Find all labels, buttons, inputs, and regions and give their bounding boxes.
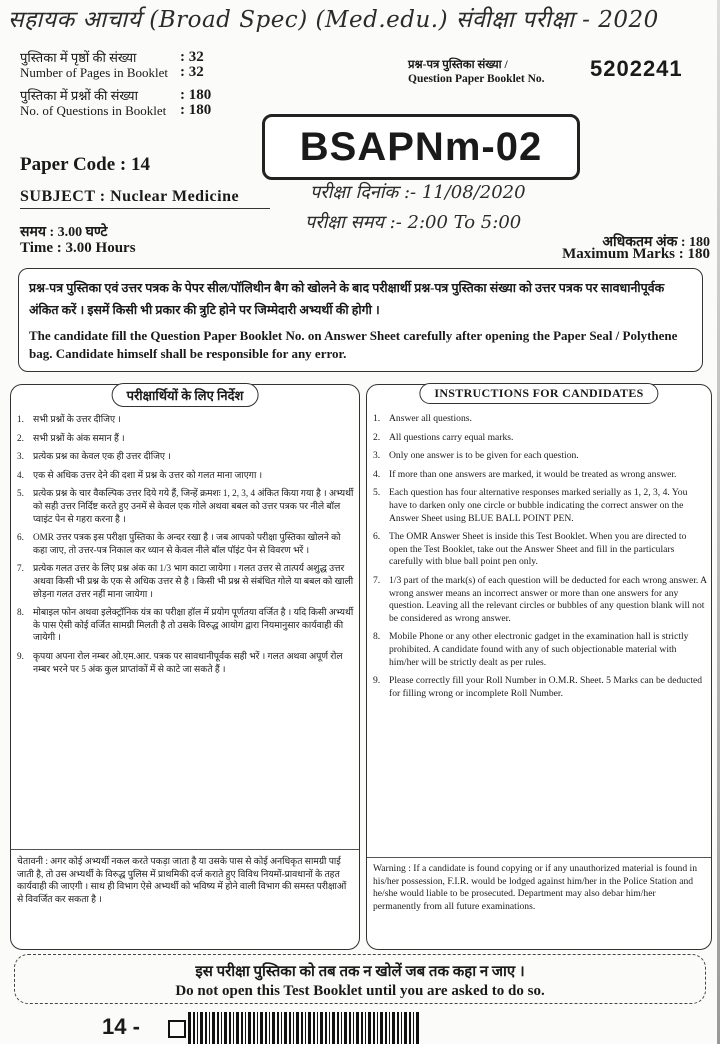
item-text: मोबाइल फोन अथवा इलेक्ट्रॉनिक यंत्र का परीक्षा हॉल में प्रयोग पूर्णतया वर्जित है । यदि किसी अभ्यर्थी के पास ऐसी कोई वर्जित सामग्री मिलती है तो उसके विरुद्ध आयोग द्वारा नियमानुसार कार्यवाही की जायेगी । (33, 607, 354, 643)
warning-english: Warning : If a candidate is found copying or if any unauthorized material is found in his/her possession, F.I.R. would be lodged against him/her in the Police Station and he/she would liable to be prosecuted. Department may also debar him/her permanently from all future examinations. (373, 863, 697, 912)
item-number: 6. (373, 531, 381, 543)
handwritten-time: परीक्षा समय :- 2:00 To 5:00 (305, 212, 522, 233)
barcode-bar (341, 1012, 342, 1044)
max-marks-en: Maximum Marks : 180 (562, 246, 710, 262)
instructions-hindi-list (17, 413, 355, 681)
do-not-open-notice (14, 954, 706, 1004)
instructions-hindi-panel (10, 384, 360, 950)
barcode-bar (392, 1012, 395, 1044)
barcode-bar (193, 1012, 195, 1044)
list-item (373, 531, 707, 569)
barcode-bar (260, 1012, 263, 1044)
item-number: 3. (373, 450, 381, 462)
barcode-bar (197, 1012, 198, 1044)
barcode-bar (305, 1012, 306, 1044)
barcode-bar (293, 1012, 294, 1044)
barcode-bar (365, 1012, 366, 1044)
barcode-bar (248, 1012, 251, 1044)
item-number: 6. (17, 532, 24, 543)
item-number: 8. (373, 631, 381, 643)
barcode-bar (188, 1012, 191, 1044)
item-text: Please correctly fill your Roll Number in O.M.R. Sheet. 5 Marks can be deducted for filling wrong or incomplete Roll Number. (389, 675, 703, 699)
item-text: एक से अधिक उत्तर देने की दशा में प्रश्न के उत्तर को गलत माना जाएगा । (33, 469, 263, 480)
barcode-bar (265, 1012, 267, 1044)
list-item (373, 631, 707, 669)
list-item (373, 413, 707, 426)
pages-label-hi: पुस्तिका में पृष्ठों की संख्या (20, 50, 137, 65)
time-hi: समय : 3.00 घण्टे (20, 225, 108, 240)
barcode-bar (356, 1012, 359, 1044)
barcode-bar (397, 1012, 399, 1044)
item-text: OMR उत्तर पत्रक इस परीक्षा पुस्तिका के अन्दर रखा है । जब आपको परीक्षा पुस्तिका खोलने को कहा जाए, तो उत्तर-पत्र निकाल कर ध्यान से केवल नीले बॉल पॉइंट पेन से विवरण भरें । (33, 532, 341, 555)
barcode-bar (329, 1012, 330, 1044)
list-item (17, 450, 355, 463)
barcode-bar (257, 1012, 258, 1044)
item-number: 1. (17, 414, 24, 424)
series-code-box (262, 114, 580, 180)
series-code: BSAPNm-02 (299, 124, 543, 169)
barcode-bar (289, 1012, 291, 1044)
divider (367, 857, 711, 858)
item-text: Answer all questions. (389, 413, 472, 424)
item-number: 9. (17, 650, 24, 661)
list-item (373, 450, 707, 463)
qpb-label-hi: प्रश्न-पत्र पुस्तिका संख्या / (408, 59, 508, 71)
barcode-bar (200, 1012, 203, 1044)
barcode-bar (377, 1012, 378, 1044)
list-item (373, 432, 707, 445)
notice-box (18, 268, 703, 372)
do-not-open-en: Do not open this Test Booklet until you are asked to do so. (175, 983, 545, 999)
booklet-meta (20, 50, 211, 118)
item-text: सभी प्रश्नों के उत्तर दीजिए । (33, 414, 121, 424)
item-text: All questions carry equal marks. (389, 431, 514, 443)
questions-value-en: : 180 (180, 102, 212, 118)
barcode-bar (253, 1012, 255, 1044)
barcode-bar (272, 1012, 275, 1044)
barcode-bar (229, 1012, 231, 1044)
barcode-bar (385, 1012, 387, 1044)
qpb-label-en: Question Paper Booklet No. (408, 73, 545, 85)
item-text: Each question has four alternative responses marked serially as 1, 2, 3, 4. You have to darken only one circle or bubble indicating the correct answer on the Answer Sheet using BLUE BALL POINT PEN. (389, 487, 688, 524)
item-text: 1/3 part of the mark(s) of each question will be deducted for each wrong answer. A wrong answer means an incorrect answer or more than one answers for any question. Leaving all the relevant circles or bubbles of any question blank will not be considered as wrong answer. (389, 574, 707, 624)
time-en: Time : 3.00 Hours (20, 240, 136, 256)
item-text: The OMR Answer Sheet is inside this Test Booklet. When you are directed to open the Test Booklet, take out the Answer Sheet and fill in the particulars carefully with blue ball point pen only. (389, 531, 687, 568)
item-number: 7. (17, 563, 24, 574)
barcode-bar (296, 1012, 299, 1044)
list-item (17, 650, 355, 675)
barcode-bar (284, 1012, 287, 1044)
barcode-bar (320, 1012, 323, 1044)
item-number: 2. (373, 431, 381, 443)
item-text: प्रत्येक गलत उत्तर के लिए प्रश्न अंक का 1/3 भाग काटा जायेगा । गलत उत्तर से तात्पर्य अशुद्ध उत्तर अथवा किसी भी प्रश्न के एक से अधिक उत्तर से है । किसी भी प्रश्न से संबंधित गोले या बबल को खाली छोड़ना गलत उत्तर नहीं माना जायेगा । (33, 563, 354, 599)
warning-hindi: चेतावनी : अगर कोई अभ्यर्थी नकल करते पकड़ा जाता है या उसके पास से कोई अनधिकृत सामग्री पाई जाती है, तो उस अभ्यर्थी के विरुद्ध पुलिस में प्राथमिकी दर्ज कराते हुए विविध नियमों-प्रावधानों के तहत कार्यवाही की जाएगी । साथ ही विभाग ऐसे अभ्यर्थी को भविष्य में होने वाली विभाग की समस्त परीक्षाओं से विवर्जित कर सकता है । (17, 856, 347, 904)
item-number: 8. (17, 607, 24, 618)
barcode-bar (344, 1012, 347, 1044)
item-number: 7. (373, 574, 381, 586)
questions-label-hi: पुस्तिका में प्रश्नों की संख्या (20, 88, 138, 103)
footer-code: 14 - (102, 1014, 140, 1039)
barcode-bar (236, 1012, 239, 1044)
pages-value-en: : 32 (180, 64, 204, 80)
barcode-bar (221, 1012, 222, 1044)
questions-label-en: No. of Questions in Booklet (20, 103, 167, 118)
barcode-bar (353, 1012, 354, 1044)
list-item (373, 469, 707, 482)
barcode-bar (205, 1012, 207, 1044)
list-item (373, 575, 707, 625)
barcode-bar (401, 1012, 402, 1044)
barcode-bar (404, 1012, 407, 1044)
barcode-bar (281, 1012, 282, 1044)
barcode-bar (373, 1012, 375, 1044)
item-number: 4. (373, 468, 381, 480)
item-text: सभी प्रश्नों के अंक समान हैं । (33, 432, 125, 443)
item-number: 1. (373, 413, 381, 424)
barcode-bar (416, 1012, 419, 1044)
notice-hi: प्रश्न-पत्र पुस्तिका एवं उत्तर पत्रक के पेपर सील/पॉलिथीन बैग को खोलने के बाद परीक्षार्थी प्रश्न-पत्र पुस्तिका संख्या को उत्तर पत्रक पर सावधानीपूर्वक अंकित करें । इसमें किसी भी प्रकार की त्रुटि होने पर जिम्मेदारी अभ्यर्थी की होगी । (29, 281, 665, 317)
paper-code: Paper Code : 14 (20, 154, 150, 175)
item-text: कृपया अपना रोल नम्बर ओ.एम.आर. पत्रक पर सावधानीपूर्वक सही भरें । गलत अथवा अपूर्ण रोल नम्बर भरने पर 5 अंक कुल प्राप्तांकों में से काटे जा सकते हैं । (33, 650, 343, 674)
list-item (17, 531, 355, 556)
barcode-bar (325, 1012, 327, 1044)
pages-value: : 32 (180, 49, 204, 65)
handwritten-header: सहायक आचार्य (Broad Spec) (Med.edu.) संवीक्षा परीक्षा - 2020 (8, 7, 659, 33)
barcode-bar (349, 1012, 351, 1044)
list-item (17, 606, 355, 644)
divider (11, 849, 359, 850)
barcode-bar (301, 1012, 303, 1044)
barcode-bar (380, 1012, 383, 1044)
barcode-bar (209, 1012, 210, 1044)
qpb-label (408, 58, 545, 86)
do-not-open-hi: इस परीक्षा पुस्तिका को तब तक न खोलें जब तक कहा न जाए । (195, 964, 525, 980)
barcode-icon (188, 1012, 420, 1044)
barcode-bar (308, 1012, 311, 1044)
barcode-bar (317, 1012, 318, 1044)
barcode-bar (389, 1012, 390, 1044)
item-text: If more than one answers are marked, it would be treated as wrong answer. (389, 468, 677, 480)
barcode-bar (241, 1012, 243, 1044)
item-number: 3. (17, 451, 24, 462)
list-item (17, 487, 355, 525)
questions-value: : 180 (180, 87, 212, 103)
subject-underline (20, 208, 270, 209)
barcode-bar (337, 1012, 339, 1044)
item-number: 4. (17, 469, 24, 480)
instructions-hindi-title: परीक्षार्थियों के लिए निर्देश (112, 383, 259, 407)
barcode-bar (313, 1012, 315, 1044)
item-number: 9. (373, 675, 381, 687)
list-item (17, 562, 355, 600)
instructions-english-panel (366, 384, 712, 950)
barcode-bar (332, 1012, 335, 1044)
barcode-bar (368, 1012, 371, 1044)
barcode-bar (361, 1012, 363, 1044)
barcode-bar (269, 1012, 270, 1044)
barcode-bar (409, 1012, 411, 1044)
barcode-bar (224, 1012, 227, 1044)
list-item (17, 469, 355, 482)
pages-label-en: Number of Pages in Booklet (20, 65, 169, 80)
item-number: 5. (17, 488, 24, 499)
barcode-bar (217, 1012, 219, 1044)
barcode-bar (233, 1012, 234, 1044)
list-item (17, 432, 355, 445)
item-text: प्रत्येक प्रश्न का केवल एक ही उत्तर दीजिए । (33, 451, 171, 462)
instructions-english-list (373, 413, 707, 706)
qpb-number: 5202241 (590, 56, 683, 81)
notice-en: The candidate fill the Question Paper Booklet No. on Answer Sheet carefully after opening the Paper Seal / Polythene bag. Candidate himself shall be responsible for any error. (29, 328, 678, 361)
instructions-english-title: INSTRUCTIONS FOR CANDIDATES (419, 383, 658, 404)
barcode-bar (277, 1012, 279, 1044)
footer-square (168, 1020, 186, 1038)
item-number: 5. (373, 487, 381, 499)
item-text: Mobile Phone or any other electronic gadget in the examination hall is strictly prohibited. A candidate found with any of such objectionable material with him/her will be strictly dealt as per rules. (389, 631, 689, 668)
item-text: प्रत्येक प्रश्न के चार वैकल्पिक उत्तर दिये गये हैं, जिन्हें क्रमशः 1, 2, 3, 4 अंकित किया गया है । अभ्यर्थी को सही उत्तर निर्दिष्ट करते हुए उनमें से केवल एक गोले अथवा बबल को उत्तर पत्रक पर नीले बॉल प्वाइंट पेन से गहरा करना है । (33, 488, 354, 524)
handwritten-date: परीक्षा दिनांक :- 11/08/2020 (310, 182, 526, 203)
max-marks-hi: अधिकतम अंक : 180 (602, 235, 710, 250)
list-item (373, 487, 707, 525)
list-item (373, 675, 707, 700)
list-item (17, 413, 355, 426)
item-number: 2. (17, 432, 24, 443)
barcode-bar (212, 1012, 215, 1044)
item-text: Only one answer is to be given for each question. (389, 450, 579, 462)
subject: SUBJECT : Nuclear Medicine (20, 188, 240, 205)
barcode-bar (413, 1012, 414, 1044)
barcode-bar (245, 1012, 246, 1044)
